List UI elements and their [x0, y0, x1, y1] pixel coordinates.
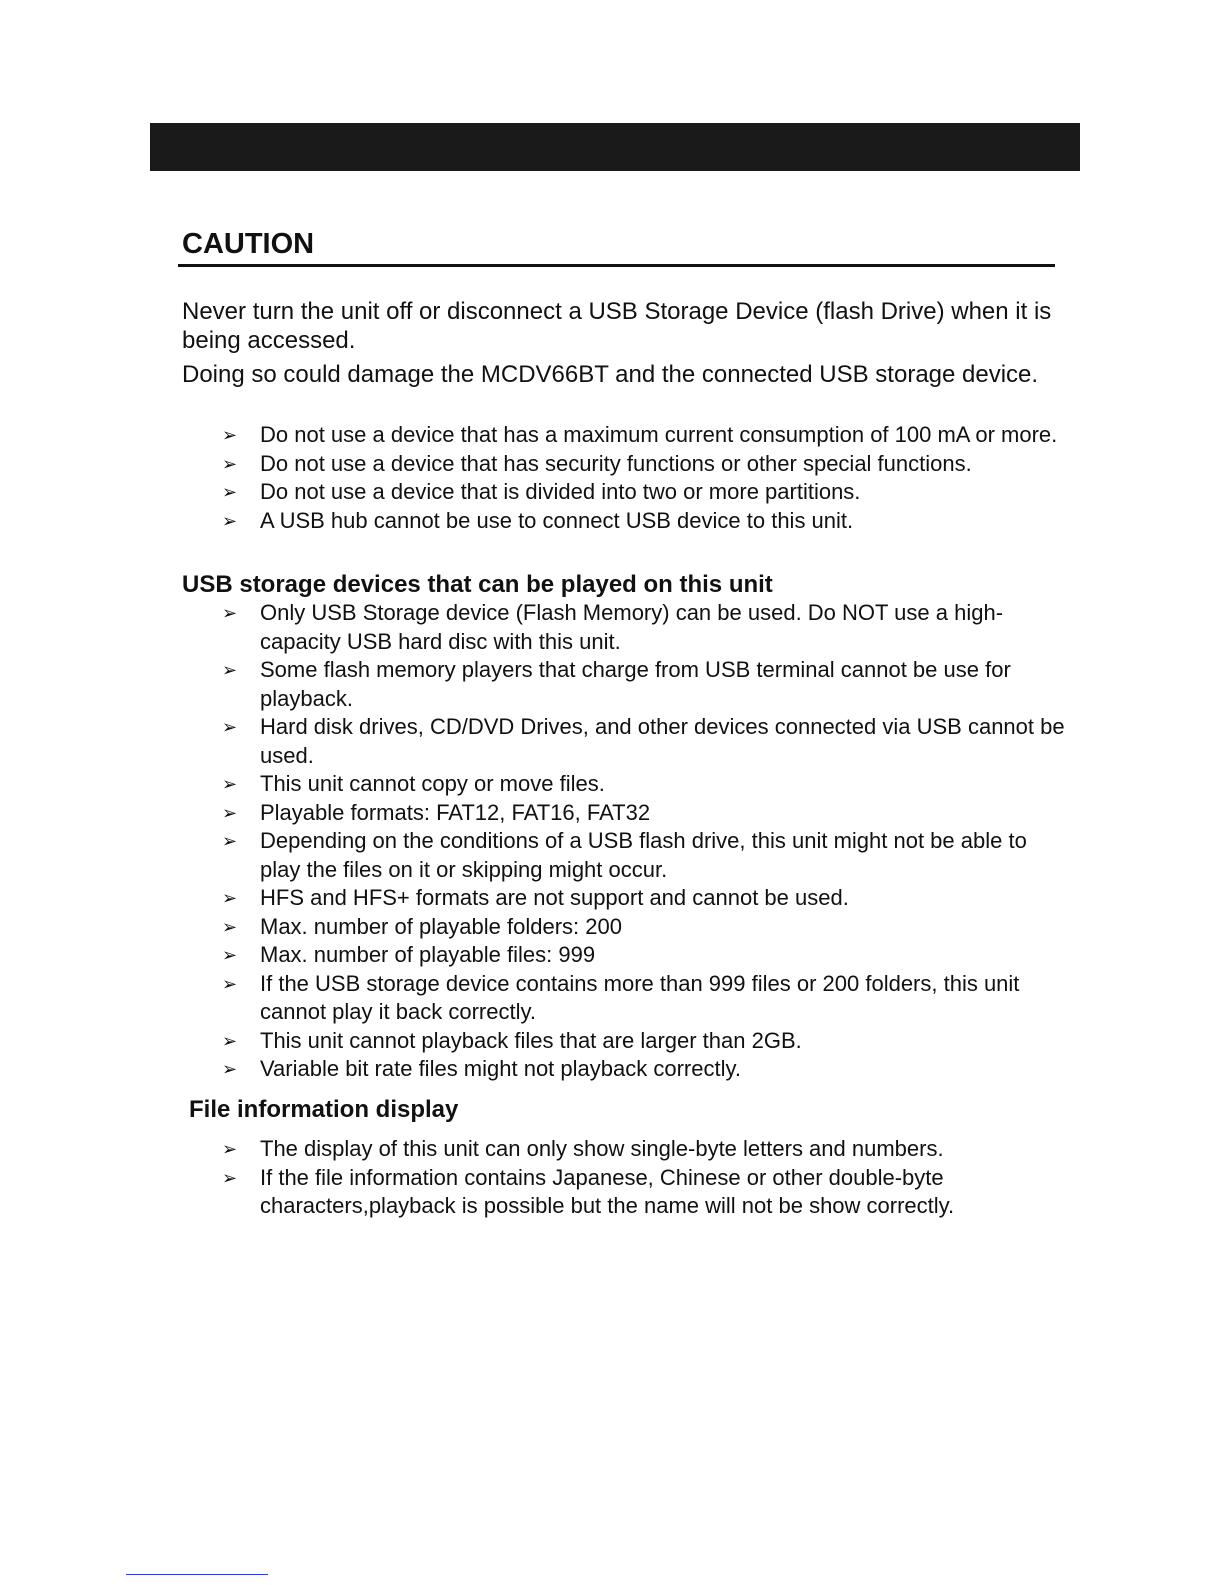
caution-paragraph-1: Never turn the unit off or disconnect a USB Storage Device (flash Drive) when it is being accessed. [182, 298, 1052, 354]
list-item [222, 599, 1072, 656]
arrowhead-bullet-icon: ➢ [222, 453, 238, 474]
bullet-text: Depending on the conditions of a USB flash drive, this unit might not be able to play the files on it or skipping might occur. [260, 828, 1027, 882]
arrowhead-bullet-icon: ➢ [222, 802, 238, 823]
list-item [222, 970, 1072, 1027]
list-item [222, 1027, 1072, 1056]
caution-paragraph-2: Doing so could damage the MCDV66BT and the connected USB storage device. [182, 361, 1039, 388]
bullet-text: Max. number of playable folders: 200 [260, 913, 622, 939]
arrowhead-bullet-icon: ➢ [222, 603, 238, 623]
list-item [222, 1164, 1072, 1221]
arrowhead-bullet-icon: ➢ [222, 717, 238, 737]
bullet-text: Max. number of playable files: 999 [260, 942, 596, 967]
bullet-text: HFS and HFS+ formats are not support and cannot be used. [260, 885, 849, 910]
header-bar [150, 123, 1080, 171]
bullet-text: This unit cannot copy or move files. [260, 771, 605, 796]
list-item [222, 1055, 1072, 1084]
bullet-text: This unit cannot playback files that are larger than 2GB. [260, 1027, 802, 1053]
usb-storage-heading: USB storage devices that can be played on this unit [182, 571, 773, 598]
bullet-text: If the USB storage device contains more than 999 files or 200 folders, this unit cannot play it back correctly. [260, 970, 1020, 1024]
caution-divider [178, 264, 1055, 267]
bullet-text: A USB hub cannot be use to connect USB device to this unit. [260, 507, 854, 533]
caution-title: CAUTION [182, 228, 315, 260]
arrowhead-bullet-icon: ➢ [222, 482, 238, 502]
bullet-text: The display of this unit can only show single-byte letters and numbers. [260, 1136, 944, 1161]
arrowhead-bullet-icon: ➢ [222, 831, 238, 851]
list-item [222, 478, 1072, 507]
bullet-text: Playable formats: FAT12, FAT16, FAT32 [260, 799, 651, 825]
list-item [222, 799, 1072, 828]
bullet-text: Some flash memory players that charge from USB terminal cannot be use for playback. [260, 657, 1011, 711]
arrowhead-bullet-icon: ➢ [222, 1139, 238, 1159]
list-item [222, 656, 1072, 713]
arrowhead-bullet-icon: ➢ [222, 916, 238, 937]
bullet-text: Hard disk drives, CD/DVD Drives, and other devices connected via USB cannot be used. [260, 714, 1065, 768]
list-item [222, 450, 1072, 479]
arrowhead-bullet-icon: ➢ [222, 1059, 238, 1079]
arrowhead-bullet-icon: ➢ [222, 888, 238, 908]
list-item [222, 421, 1072, 450]
bullet-text: Do not use a device that is divided into two or more partitions. [260, 479, 861, 504]
list-item [222, 827, 1072, 884]
bullet-text: Do not use a device that has security functions or other special functions. [260, 450, 972, 476]
arrowhead-bullet-icon: ➢ [222, 425, 238, 445]
file-info-heading: File information display [189, 1096, 459, 1123]
bullet-text: Do not use a device that has a maximum current consumption of 100 mA or more. [260, 422, 1058, 447]
arrowhead-bullet-icon: ➢ [222, 660, 238, 680]
list-item [222, 507, 1072, 536]
arrowhead-bullet-icon: ➢ [222, 945, 238, 965]
usb-storage-bullet-list [222, 599, 1072, 1084]
list-item [222, 941, 1072, 970]
arrowhead-bullet-icon: ➢ [222, 510, 238, 531]
bullet-text: If the file information contains Japanese, Chinese or other double-byte characters,playback is possible but the name will not be show correctly. [260, 1164, 955, 1218]
bullet-text: Only USB Storage device (Flash Memory) can be used. Do NOT use a high-capacity USB hard disc with this unit. [260, 600, 1004, 654]
list-item [222, 1135, 1072, 1164]
arrowhead-bullet-icon: ➢ [222, 973, 238, 994]
caution-bullet-list [222, 421, 1072, 535]
list-item [222, 913, 1072, 942]
arrowhead-bullet-icon: ➢ [222, 1030, 238, 1051]
arrowhead-bullet-icon: ➢ [222, 774, 238, 794]
arrowhead-bullet-icon: ➢ [222, 1167, 238, 1188]
list-item [222, 713, 1072, 770]
bullet-text: Variable bit rate files might not playback correctly. [260, 1056, 741, 1081]
file-info-bullet-list [222, 1135, 1072, 1221]
footer-link-underline [126, 1574, 268, 1575]
list-item [222, 770, 1072, 799]
list-item [222, 884, 1072, 913]
